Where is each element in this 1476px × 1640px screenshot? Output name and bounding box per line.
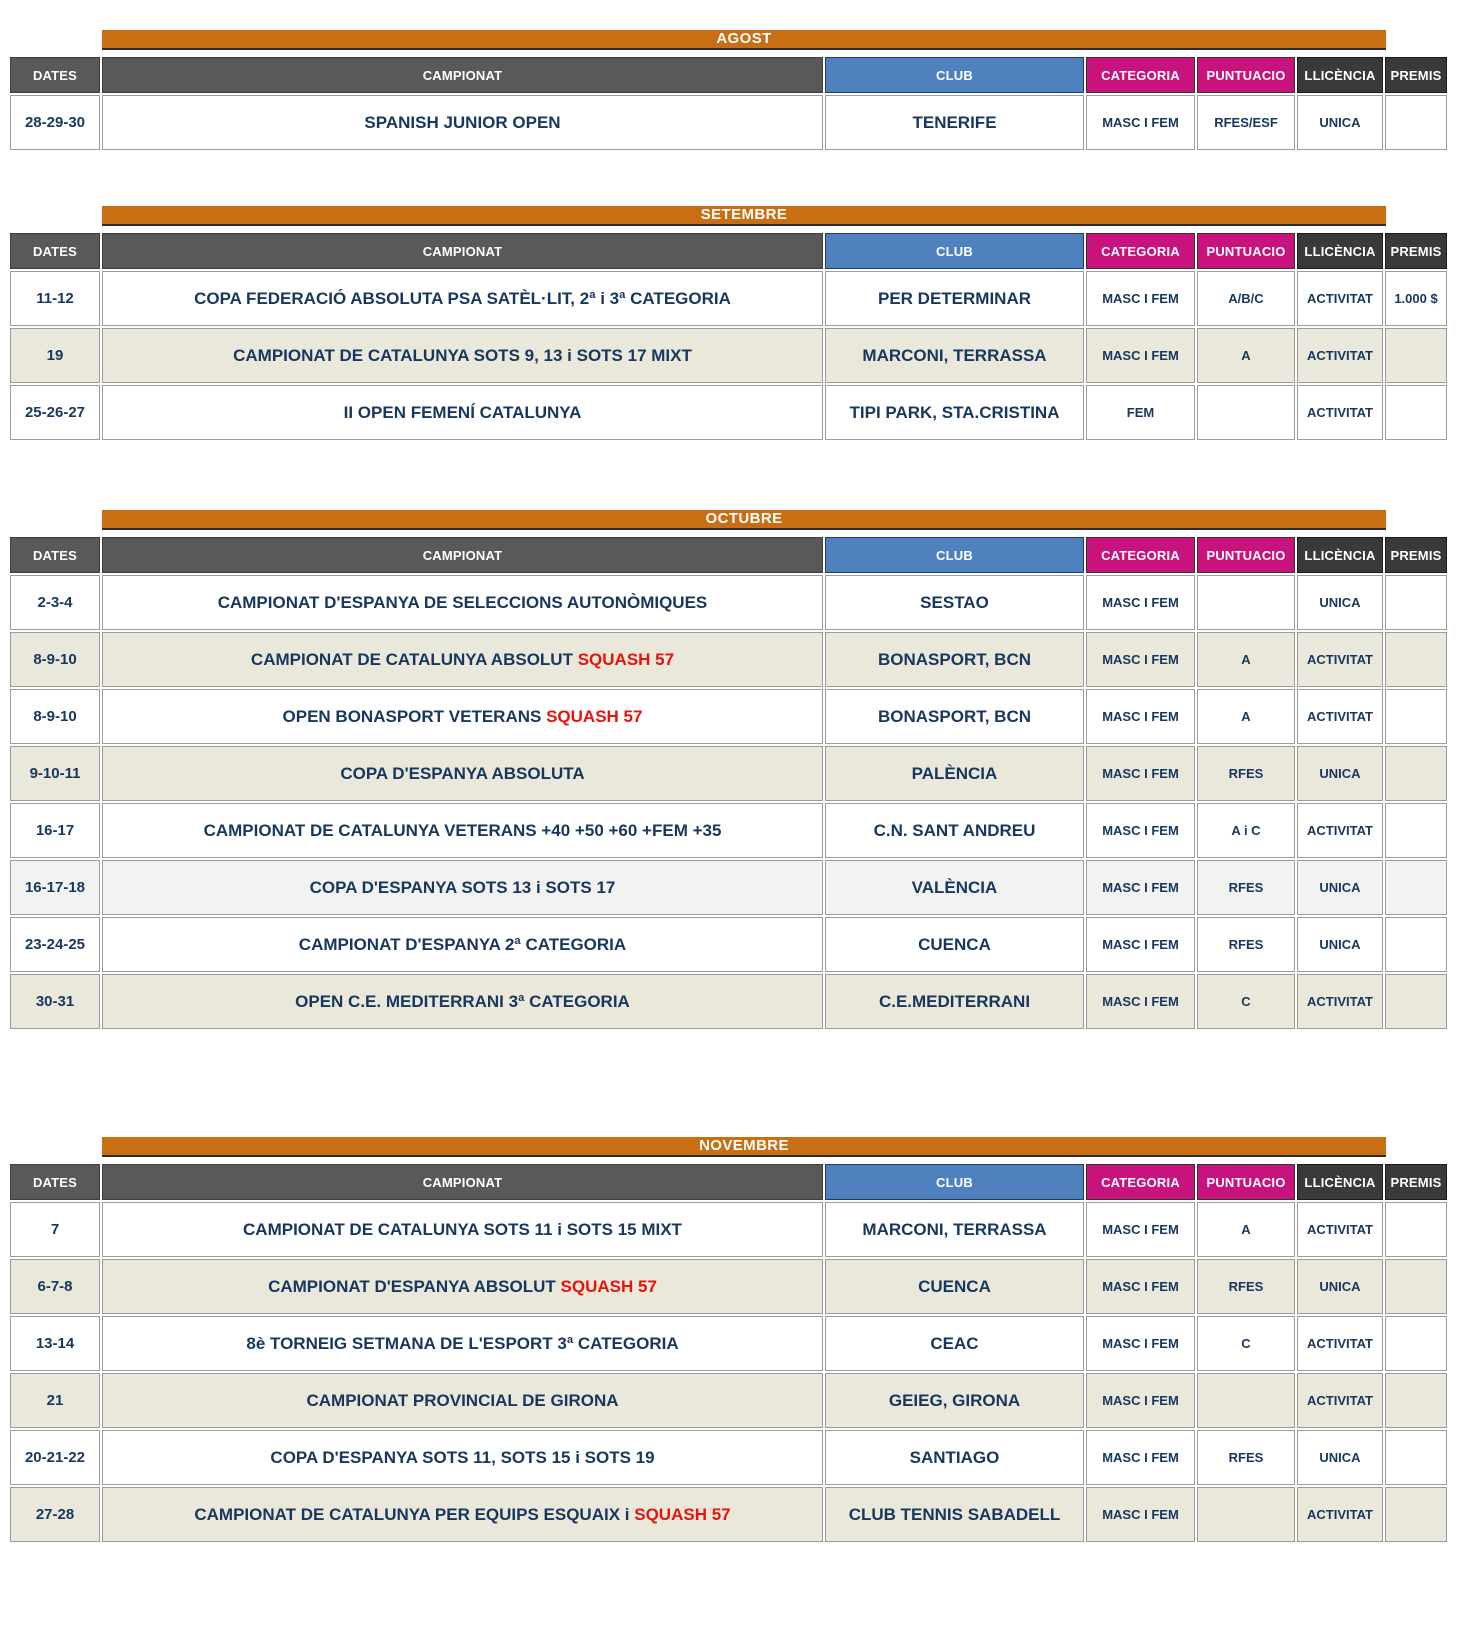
llicencia-cell: ACTIVITAT	[1297, 1316, 1383, 1371]
campionat-highlight-text: SQUASH 57	[546, 706, 643, 726]
premis-cell	[1385, 1202, 1447, 1257]
categoria-cell: MASC I FEM	[1086, 917, 1195, 972]
column-header-club: CLUB	[825, 537, 1084, 573]
campionat-text: 8è TORNEIG SETMANA DE L'ESPORT 3ª CATEGORIA	[246, 1333, 679, 1353]
premis-cell	[1385, 917, 1447, 972]
event-row	[10, 575, 1447, 630]
campionat-text: COPA D'ESPANYA SOTS 11, SOTS 15 i SOTS 19	[270, 1447, 655, 1467]
event-row	[10, 632, 1447, 687]
categoria-cell: MASC I FEM	[1086, 746, 1195, 801]
month-title: SETEMBRE	[700, 206, 788, 223]
tournament-calendar	[0, 30, 1476, 1544]
club-cell: PER DETERMINAR	[825, 271, 1084, 326]
column-header-club: CLUB	[825, 1164, 1084, 1200]
event-row	[10, 974, 1447, 1029]
month-banner	[102, 1137, 1386, 1157]
campionat-cell	[102, 1487, 823, 1542]
calendar-table	[8, 535, 1449, 1031]
campionat-cell	[102, 632, 823, 687]
month-section-0	[0, 30, 1476, 152]
categoria-cell: MASC I FEM	[1086, 1430, 1195, 1485]
puntuacio-cell	[1197, 1373, 1295, 1428]
dates-cell: 13-14	[10, 1316, 100, 1371]
event-row	[10, 689, 1447, 744]
column-header-puntuacio: PUNTUACIO	[1197, 233, 1295, 269]
categoria-cell: MASC I FEM	[1086, 974, 1195, 1029]
premis-cell	[1385, 974, 1447, 1029]
column-header-llicencia: LLICÈNCIA	[1297, 233, 1383, 269]
llicencia-cell: ACTIVITAT	[1297, 689, 1383, 744]
dates-cell: 16-17-18	[10, 860, 100, 915]
dates-cell: 30-31	[10, 974, 100, 1029]
event-row	[10, 1202, 1447, 1257]
categoria-cell: MASC I FEM	[1086, 1373, 1195, 1428]
premis-cell	[1385, 1259, 1447, 1314]
column-header-categoria: CATEGORIA	[1086, 1164, 1195, 1200]
dates-cell: 8-9-10	[10, 632, 100, 687]
campionat-cell	[102, 1373, 823, 1428]
campionat-cell	[102, 328, 823, 383]
puntuacio-cell: A	[1197, 328, 1295, 383]
campionat-cell	[102, 385, 823, 440]
event-row	[10, 803, 1447, 858]
campionat-text: CAMPIONAT DE CATALUNYA VETERANS +40 +50 +60 +FEM +35	[203, 820, 722, 840]
column-header-premis: PREMIS	[1385, 537, 1447, 573]
column-header-campionat: CAMPIONAT	[102, 1164, 823, 1200]
categoria-cell: MASC I FEM	[1086, 271, 1195, 326]
campionat-cell	[102, 803, 823, 858]
club-cell: CEAC	[825, 1316, 1084, 1371]
puntuacio-cell: A	[1197, 1202, 1295, 1257]
club-cell: BONASPORT, BCN	[825, 689, 1084, 744]
club-cell: CLUB TENNIS SABADELL	[825, 1487, 1084, 1542]
club-cell: MARCONI, TERRASSA	[825, 1202, 1084, 1257]
puntuacio-cell: RFES	[1197, 1430, 1295, 1485]
premis-cell	[1385, 575, 1447, 630]
event-row	[10, 1430, 1447, 1485]
month-section-2	[0, 510, 1476, 1031]
premis-cell: 1.000 $	[1385, 271, 1447, 326]
llicencia-cell: UNICA	[1297, 1259, 1383, 1314]
dates-cell: 11-12	[10, 271, 100, 326]
llicencia-cell: ACTIVITAT	[1297, 328, 1383, 383]
premis-cell	[1385, 632, 1447, 687]
premis-cell	[1385, 746, 1447, 801]
column-header-dates: DATES	[10, 1164, 100, 1200]
llicencia-cell: ACTIVITAT	[1297, 271, 1383, 326]
campionat-cell	[102, 575, 823, 630]
column-header-dates: DATES	[10, 537, 100, 573]
event-row	[10, 271, 1447, 326]
categoria-cell: MASC I FEM	[1086, 1316, 1195, 1371]
column-header-puntuacio: PUNTUACIO	[1197, 1164, 1295, 1200]
event-row	[10, 1316, 1447, 1371]
calendar-table	[8, 1162, 1449, 1544]
puntuacio-cell: RFES	[1197, 917, 1295, 972]
premis-cell	[1385, 1487, 1447, 1542]
puntuacio-cell: RFES	[1197, 1259, 1295, 1314]
event-row	[10, 385, 1447, 440]
header-row	[10, 537, 1447, 573]
header-row	[10, 233, 1447, 269]
puntuacio-cell: RFES/ESF	[1197, 95, 1295, 150]
puntuacio-cell: C	[1197, 1316, 1295, 1371]
column-header-llicencia: LLICÈNCIA	[1297, 1164, 1383, 1200]
column-header-dates: DATES	[10, 233, 100, 269]
dates-cell: 21	[10, 1373, 100, 1428]
puntuacio-cell: A/B/C	[1197, 271, 1295, 326]
dates-cell: 8-9-10	[10, 689, 100, 744]
dates-cell: 25-26-27	[10, 385, 100, 440]
llicencia-cell: UNICA	[1297, 575, 1383, 630]
event-row	[10, 1373, 1447, 1428]
campionat-cell	[102, 974, 823, 1029]
campionat-text: CAMPIONAT D'ESPANYA 2ª CATEGORIA	[298, 934, 627, 954]
club-cell: TIPI PARK, STA.CRISTINA	[825, 385, 1084, 440]
campionat-text: CAMPIONAT DE CATALUNYA PER EQUIPS ESQUAIX i	[194, 1504, 630, 1524]
month-banner	[102, 510, 1386, 530]
campionat-text: CAMPIONAT DE CATALUNYA SOTS 9, 13 i SOTS 17 MIXT	[233, 345, 692, 365]
dates-cell: 28-29-30	[10, 95, 100, 150]
club-cell: C.E.MEDITERRANI	[825, 974, 1084, 1029]
campionat-cell	[102, 271, 823, 326]
categoria-cell: MASC I FEM	[1086, 1487, 1195, 1542]
column-header-categoria: CATEGORIA	[1086, 57, 1195, 93]
header-row	[10, 1164, 1447, 1200]
club-cell: C.N. SANT ANDREU	[825, 803, 1084, 858]
campionat-cell	[102, 1316, 823, 1371]
event-row	[10, 95, 1447, 150]
event-row	[10, 746, 1447, 801]
categoria-cell: MASC I FEM	[1086, 328, 1195, 383]
campionat-text: SPANISH JUNIOR OPEN	[364, 112, 561, 132]
dates-cell: 2-3-4	[10, 575, 100, 630]
campionat-text: CAMPIONAT DE CATALUNYA SOTS 11 i SOTS 15 MIXT	[243, 1219, 682, 1239]
campionat-text: CAMPIONAT DE CATALUNYA ABSOLUT	[250, 649, 573, 669]
month-section-1	[0, 206, 1476, 442]
categoria-cell: MASC I FEM	[1086, 632, 1195, 687]
premis-cell	[1385, 860, 1447, 915]
categoria-cell: MASC I FEM	[1086, 1202, 1195, 1257]
campionat-cell	[102, 1202, 823, 1257]
puntuacio-cell: A i C	[1197, 803, 1295, 858]
dates-cell: 23-24-25	[10, 917, 100, 972]
event-row	[10, 860, 1447, 915]
premis-cell	[1385, 385, 1447, 440]
column-header-puntuacio: PUNTUACIO	[1197, 57, 1295, 93]
categoria-cell: MASC I FEM	[1086, 803, 1195, 858]
campionat-highlight-text: SQUASH 57	[634, 1504, 731, 1524]
categoria-cell: FEM	[1086, 385, 1195, 440]
column-header-campionat: CAMPIONAT	[102, 537, 823, 573]
campionat-text: COPA FEDERACIÓ ABSOLUTA PSA SATÈL·LIT, 2ª i 3ª CATEGORIA	[194, 288, 731, 308]
categoria-cell: MASC I FEM	[1086, 689, 1195, 744]
column-header-categoria: CATEGORIA	[1086, 537, 1195, 573]
campionat-cell	[102, 860, 823, 915]
categoria-cell: MASC I FEM	[1086, 1259, 1195, 1314]
event-row	[10, 1487, 1447, 1542]
column-header-premis: PREMIS	[1385, 1164, 1447, 1200]
column-header-premis: PREMIS	[1385, 57, 1447, 93]
club-cell: SANTIAGO	[825, 1430, 1084, 1485]
campionat-cell	[102, 95, 823, 150]
column-header-campionat: CAMPIONAT	[102, 57, 823, 93]
column-header-puntuacio: PUNTUACIO	[1197, 537, 1295, 573]
event-row	[10, 1259, 1447, 1314]
club-cell: SESTAO	[825, 575, 1084, 630]
campionat-text: OPEN BONASPORT VETERANS	[282, 706, 542, 726]
puntuacio-cell: RFES	[1197, 860, 1295, 915]
categoria-cell: MASC I FEM	[1086, 575, 1195, 630]
dates-cell: 9-10-11	[10, 746, 100, 801]
premis-cell	[1385, 328, 1447, 383]
column-header-premis: PREMIS	[1385, 233, 1447, 269]
month-section-3	[0, 1137, 1476, 1544]
campionat-text: II OPEN FEMENÍ CATALUNYA	[343, 402, 582, 422]
club-cell: VALÈNCIA	[825, 860, 1084, 915]
premis-cell	[1385, 1316, 1447, 1371]
puntuacio-cell: A	[1197, 689, 1295, 744]
event-row	[10, 328, 1447, 383]
month-title: AGOST	[716, 30, 772, 47]
campionat-text: CAMPIONAT D'ESPANYA ABSOLUT	[268, 1276, 556, 1296]
llicencia-cell: ACTIVITAT	[1297, 974, 1383, 1029]
premis-cell	[1385, 803, 1447, 858]
campionat-highlight-text: SQUASH 57	[560, 1276, 657, 1296]
club-cell: PALÈNCIA	[825, 746, 1084, 801]
column-header-campionat: CAMPIONAT	[102, 233, 823, 269]
month-banner	[102, 206, 1386, 226]
club-cell: TENERIFE	[825, 95, 1084, 150]
llicencia-cell: ACTIVITAT	[1297, 1487, 1383, 1542]
column-header-llicencia: LLICÈNCIA	[1297, 537, 1383, 573]
llicencia-cell: ACTIVITAT	[1297, 632, 1383, 687]
event-row	[10, 917, 1447, 972]
campionat-text: OPEN C.E. MEDITERRANI 3ª CATEGORIA	[295, 991, 630, 1011]
campionat-text: COPA D'ESPANYA ABSOLUTA	[340, 763, 585, 783]
campionat-cell	[102, 1430, 823, 1485]
dates-cell: 27-28	[10, 1487, 100, 1542]
dates-cell: 20-21-22	[10, 1430, 100, 1485]
puntuacio-cell	[1197, 1487, 1295, 1542]
dates-cell: 7	[10, 1202, 100, 1257]
llicencia-cell: UNICA	[1297, 95, 1383, 150]
llicencia-cell: ACTIVITAT	[1297, 1373, 1383, 1428]
month-banner	[102, 30, 1386, 50]
puntuacio-cell: RFES	[1197, 746, 1295, 801]
puntuacio-cell: A	[1197, 632, 1295, 687]
club-cell: GEIEG, GIRONA	[825, 1373, 1084, 1428]
month-title: NOVEMBRE	[699, 1137, 789, 1154]
campionat-text: CAMPIONAT D'ESPANYA DE SELECCIONS AUTONÒMIQUES	[217, 592, 708, 612]
campionat-text: CAMPIONAT PROVINCIAL DE GIRONA	[306, 1390, 619, 1410]
llicencia-cell: ACTIVITAT	[1297, 1202, 1383, 1257]
campionat-cell	[102, 746, 823, 801]
campionat-cell	[102, 689, 823, 744]
premis-cell	[1385, 689, 1447, 744]
header-row	[10, 57, 1447, 93]
column-header-llicencia: LLICÈNCIA	[1297, 57, 1383, 93]
premis-cell	[1385, 1430, 1447, 1485]
dates-cell: 6-7-8	[10, 1259, 100, 1314]
categoria-cell: MASC I FEM	[1086, 860, 1195, 915]
club-cell: CUENCA	[825, 1259, 1084, 1314]
campionat-cell	[102, 917, 823, 972]
club-cell: CUENCA	[825, 917, 1084, 972]
club-cell: MARCONI, TERRASSA	[825, 328, 1084, 383]
campionat-cell	[102, 1259, 823, 1314]
dates-cell: 19	[10, 328, 100, 383]
llicencia-cell: UNICA	[1297, 1430, 1383, 1485]
llicencia-cell: ACTIVITAT	[1297, 803, 1383, 858]
column-header-club: CLUB	[825, 57, 1084, 93]
club-cell: BONASPORT, BCN	[825, 632, 1084, 687]
premis-cell	[1385, 1373, 1447, 1428]
puntuacio-cell	[1197, 385, 1295, 440]
dates-cell: 16-17	[10, 803, 100, 858]
month-title: OCTUBRE	[705, 510, 783, 527]
llicencia-cell: UNICA	[1297, 860, 1383, 915]
premis-cell	[1385, 95, 1447, 150]
column-header-dates: DATES	[10, 57, 100, 93]
campionat-highlight-text: SQUASH 57	[577, 649, 675, 669]
llicencia-cell: UNICA	[1297, 746, 1383, 801]
llicencia-cell: UNICA	[1297, 917, 1383, 972]
llicencia-cell: ACTIVITAT	[1297, 385, 1383, 440]
categoria-cell: MASC I FEM	[1086, 95, 1195, 150]
calendar-table	[8, 55, 1449, 152]
campionat-text: COPA D'ESPANYA SOTS 13 i SOTS 17	[309, 877, 616, 897]
puntuacio-cell	[1197, 575, 1295, 630]
calendar-table	[8, 231, 1449, 442]
column-header-categoria: CATEGORIA	[1086, 233, 1195, 269]
puntuacio-cell: C	[1197, 974, 1295, 1029]
column-header-club: CLUB	[825, 233, 1084, 269]
